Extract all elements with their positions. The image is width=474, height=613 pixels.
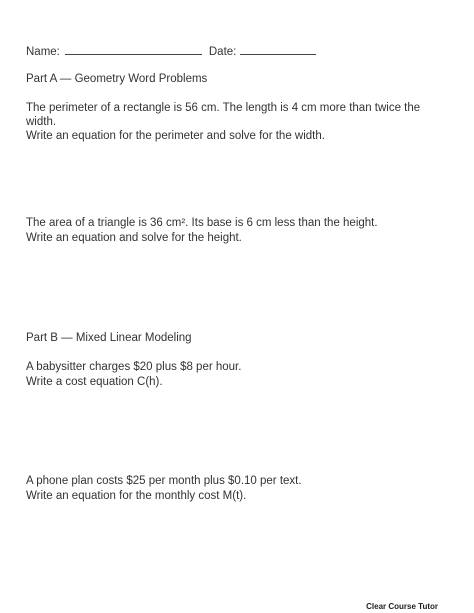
part-b-problem-1-text: A babysitter charges $20 plus $8 per hour. [26, 361, 242, 373]
part-a-problem-2-instruction: Write an equation and solve for the height. [26, 232, 242, 244]
part-a-problem-2-text: The area of a triangle is 36 cm². Its base is 6 cm less than the height. [26, 217, 378, 229]
footer-brand: Clear Course Tutor [366, 602, 438, 611]
name-label: Name: [26, 46, 60, 58]
part-b-problem-2-text: A phone plan costs $25 per month plus $0.10 per text. [26, 475, 302, 487]
part-a-title: Part A — Geometry Word Problems [26, 73, 208, 85]
header-row [26, 44, 316, 59]
part-b-title: Part B — Mixed Linear Modeling [26, 332, 192, 344]
part-a-problem-1-text: The perimeter of a rectangle is 56 cm. The length is 4 cm more than twice the width. [26, 102, 421, 128]
part-b-problem-1-instruction: Write a cost equation C(h). [26, 376, 163, 388]
part-a-problem-1-instruction: Write an equation for the perimeter and solve for the width. [26, 130, 325, 142]
date-label: Date: [208, 46, 237, 58]
name-blank-line [65, 44, 202, 55]
part-b-problem-2-instruction: Write an equation for the monthly cost M(t). [26, 490, 247, 502]
date-blank-line [240, 44, 316, 55]
